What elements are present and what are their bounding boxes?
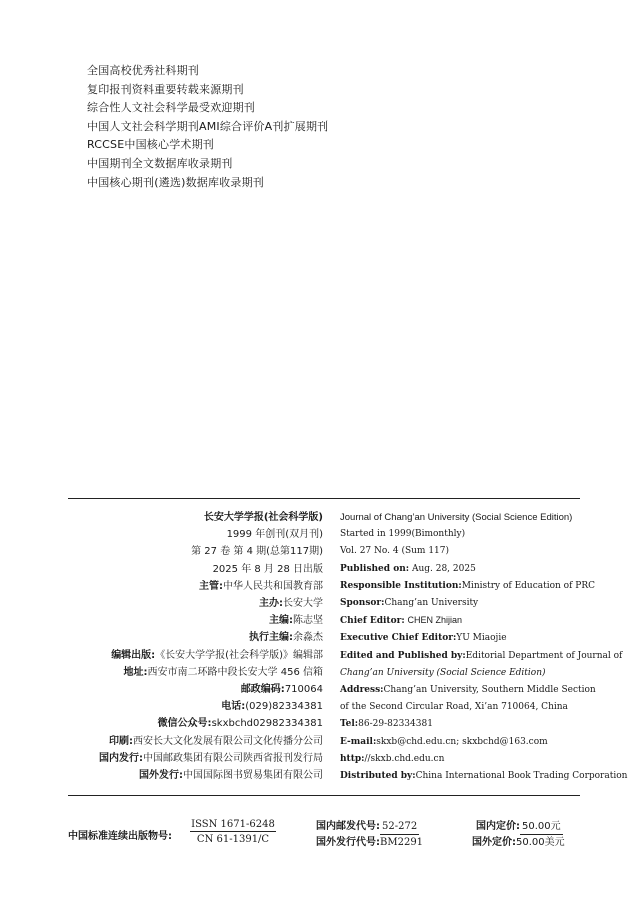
address-en-2: of the Second Circular Road, Xi’an 710064, China bbox=[340, 702, 568, 713]
foreign-price: 50.00美元 bbox=[516, 837, 565, 848]
foreign-code: BM2291 bbox=[380, 837, 424, 848]
top-divider bbox=[68, 498, 580, 499]
issn: ISSN 1671-6248 bbox=[191, 819, 275, 830]
bottom-divider bbox=[68, 795, 580, 796]
editor-cn: 陈志坚 bbox=[293, 615, 323, 627]
domestic-price: 50.00元 bbox=[520, 819, 563, 835]
address-en-1: Chang’an University, Southern Middle Section bbox=[383, 685, 596, 696]
supervisor-cn: 中华人民共和国教育部 bbox=[223, 580, 323, 592]
indexing-item: 中国人文社会科学期刊AMI综合评价A刊扩展期刊 bbox=[87, 119, 329, 133]
edited-en-2: Chang’an University (Social Science Edition) bbox=[340, 667, 546, 678]
wechat-cn: skxbchd02982334381 bbox=[211, 718, 323, 730]
chinese-masthead: 长安大学学报(社会科学版) 1999 年创刊(双月刊) 第 27 卷 第 4 期(总第117期) 2025 年 8 月 28 日出版 主管:中华人民共和国教育部 主办:长安大学 主编:陈志坚 执行主编:余淼杰 编辑出版:《长安大学学报(社会科学版)》编辑部 地址:西安市南二环路中段长安大学 456 信箱 邮政编码:710064 电话:(029)82334381 微信公众号:skxbchd02982334381 印刷:西安长大文化发展有限公司文化传播分公司 国内发行:中国邮政集团有限公司陕西省报刊发行局 国外发行:中国国际图书贸易集团有限公司 bbox=[99, 512, 323, 782]
email-link[interactable]: skxb@chd.edu.cn; skxbchd@163.com bbox=[376, 736, 548, 747]
volume-cn: 第 27 卷 第 4 期(总第117期) bbox=[191, 546, 323, 558]
cn-number: CN 61-1391/C bbox=[196, 834, 270, 845]
edited-en-1: Editorial Department of Journal of bbox=[465, 650, 623, 661]
address-cn: 西安市南二环路中段长安大学 456 信箱 bbox=[147, 666, 323, 678]
publisher-cn: 《长安大学学报(社会科学版)》编辑部 bbox=[155, 649, 323, 661]
chief-editor-en: CHEN Zhijian bbox=[407, 615, 463, 626]
tel-en: 86-29-82334381 bbox=[358, 719, 433, 730]
journal-title-en: Journal of Chang’an University (Social Science Edition) bbox=[340, 512, 573, 523]
indexing-list bbox=[87, 62, 328, 192]
published-en: Aug. 28, 2025 bbox=[411, 563, 476, 574]
website-link[interactable]: //skxb.chd.edu.cn bbox=[364, 753, 445, 764]
started-en: Started in 1999(Bimonthly) bbox=[340, 529, 466, 540]
journal-title-cn: 长安大学学报(社会科学版) bbox=[203, 512, 323, 523]
postcode-cn: 710064 bbox=[284, 684, 323, 696]
indexing-item: 全国高校优秀社科期刊 bbox=[87, 64, 199, 77]
indexing-item: 中国核心期刊(遴选)数据库收录期刊 bbox=[87, 175, 264, 189]
founded-cn: 1999 年创刊(双月刊) bbox=[226, 529, 323, 541]
volume-en: Vol. 27 No. 4 (Sum 117) bbox=[340, 546, 450, 557]
indexing-item: 中国期刊全文数据库收录期刊 bbox=[87, 156, 233, 170]
published-cn: 2025 年 8 月 28 日出版 bbox=[212, 563, 323, 575]
foreign-distributor-cn: 中国国际图书贸易集团有限公司 bbox=[183, 770, 323, 782]
indexing-item: 综合性人文社会科学最受欢迎期刊 bbox=[87, 101, 255, 115]
exec-editor-en: YU Miaojie bbox=[456, 633, 507, 644]
printer-cn: 西安长大文化发展有限公司文化传播分公司 bbox=[133, 735, 323, 747]
issn-block bbox=[190, 819, 276, 845]
mail-codes: 国内邮发代号: 52-272 国外发行代号:BM2291 bbox=[316, 821, 424, 848]
indexing-item: 复印报刊资料重要转载来源期刊 bbox=[87, 82, 244, 96]
english-masthead: Journal of Chang’an University (Social Science Edition) Started in 1999(Bimonthly) Vol. 27 No. 4 (Sum 117) Published on: Aug. 28, 2025 Responsible Institution:Ministry of Education of PRC Sponsor:Chang’an University Chief Editor: CHEN Zhijian Executive Chief Editor:YU Miaojie Edited and Published by:Editorial Department of Journal of Chang’an University (Social Science Edition) Address:Chang’an University, Southern Middle Section of the Second Circular Road, Xi’an 710064, China Tel:86-29-82334381 E-mail:skxb@chd.edu.cn; skxbchd@163.com http://skxb.chd.edu.cn Distributed by:China International Book Trading Corporation bbox=[340, 509, 627, 785]
sponsor-en: Chang’an University bbox=[384, 598, 479, 609]
prices: 国内定价: 50.00元 国外定价:50.00美元 bbox=[472, 821, 565, 848]
serial-label: 中国标准连续出版物号: bbox=[68, 831, 172, 842]
exec-editor-cn: 余淼杰 bbox=[293, 632, 323, 644]
mail-code: 52-272 bbox=[380, 819, 419, 835]
domestic-distributor-cn: 中国邮政集团有限公司陕西省报刊发行局 bbox=[143, 752, 323, 764]
serial-info bbox=[68, 819, 580, 849]
phone-cn: (029)82334381 bbox=[245, 701, 323, 713]
sponsor-cn: 长安大学 bbox=[283, 598, 323, 610]
indexing-item: RCCSE中国核心学术期刊 bbox=[87, 138, 214, 152]
distributor-en: China International Book Trading Corporation bbox=[415, 771, 628, 782]
institution-en: Ministry of Education of PRC bbox=[461, 580, 596, 591]
